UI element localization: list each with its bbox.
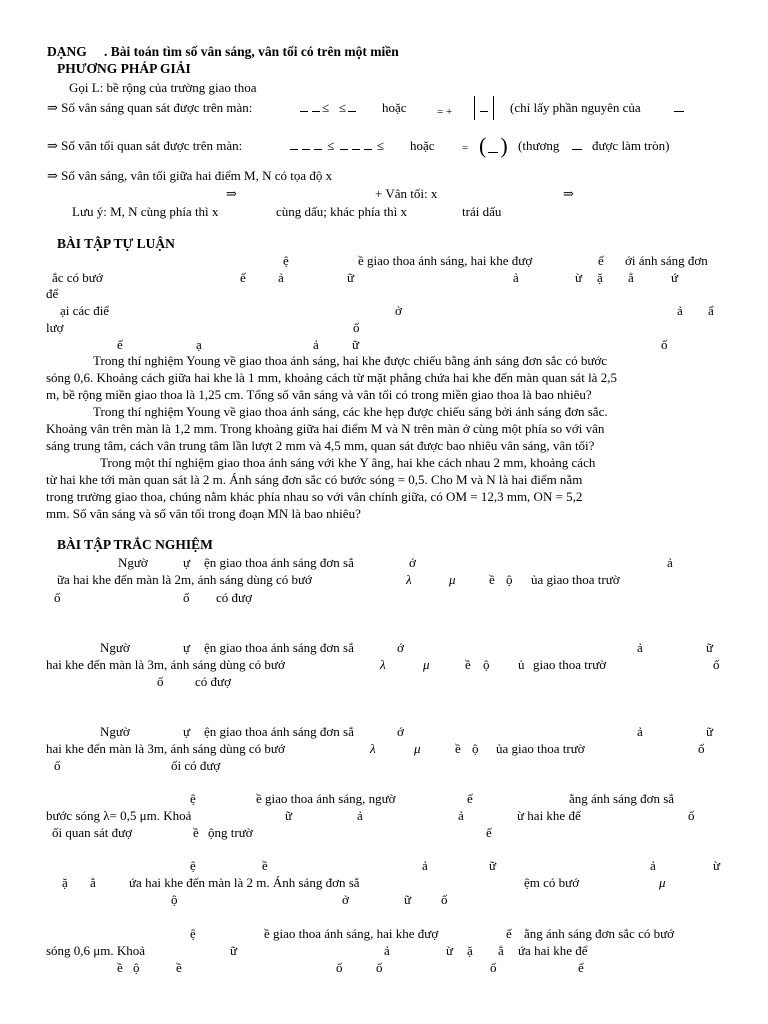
text-fragment: ừ bbox=[575, 270, 583, 285]
q3-fragment: ối có đượ bbox=[171, 758, 221, 773]
q2-fragment: ố bbox=[713, 657, 720, 672]
text-fragment: để bbox=[46, 286, 59, 301]
q4-fragment: ừ hai khe để bbox=[517, 808, 581, 823]
method-note-1: (chỉ lấy phần nguyên của bbox=[510, 100, 641, 115]
method-or-2: hoặc bbox=[410, 138, 435, 153]
text-fragment: ả bbox=[313, 337, 319, 352]
formula-bright-1: ≤ ≤ bbox=[298, 100, 358, 116]
text-fragment: ố bbox=[353, 320, 360, 335]
q2-fragment: ủ bbox=[518, 657, 525, 672]
q2-fragment: ện giao thoa ánh sáng đơn sắ bbox=[204, 640, 354, 655]
q6-fragment: ề bbox=[176, 960, 182, 975]
q5-fragment: ở bbox=[342, 892, 349, 907]
section-label: DẠNG bbox=[47, 44, 87, 59]
q4-fragment: ối quan sát đượ bbox=[52, 825, 132, 840]
text-fragment: ố bbox=[661, 337, 668, 352]
q6-fragment: ệ bbox=[190, 926, 196, 941]
q4-fragment: ố bbox=[688, 808, 695, 823]
q6-fragment: ẳ bbox=[498, 943, 504, 958]
q5-fragment: ộ bbox=[171, 892, 178, 907]
q3-fragment: ộ bbox=[472, 741, 479, 756]
q3-fragment: Ngườ bbox=[100, 724, 130, 739]
q5-fragment: ệ bbox=[190, 858, 196, 873]
formula-dark-1: ≤ ≤ bbox=[288, 138, 384, 154]
q6-fragment: ữ bbox=[230, 943, 238, 958]
q2-fragment: ộ bbox=[483, 657, 490, 672]
q3-fragment: λ bbox=[370, 741, 376, 756]
q3-fragment: ớ bbox=[397, 724, 404, 739]
text-fragment: ả bbox=[677, 303, 683, 318]
text-fragment: ắc có bướ bbox=[52, 270, 103, 285]
q6-fragment: ế bbox=[578, 960, 584, 975]
q3-fragment: hai khe đến màn là 3m, ánh sáng dùng có bướ bbox=[46, 741, 285, 756]
text-fragment: ữ bbox=[352, 337, 360, 352]
q4-fragment: ộng trườ bbox=[208, 825, 253, 840]
q1-fragment: ớ bbox=[409, 555, 416, 570]
q6-fragment: ả bbox=[384, 943, 390, 958]
section-heading-essay: BÀI TẬP TỰ LUẬN bbox=[57, 236, 175, 251]
q2-fragment: ớ bbox=[397, 640, 404, 655]
method-note-a: Lưu ý: M, N cùng phía thì x bbox=[72, 204, 219, 219]
q1-fragment: ủa giao thoa trườ bbox=[531, 572, 620, 587]
q6-fragment: ố bbox=[490, 960, 497, 975]
problem-2-line-3: sáng trung tâm, cách vân trung tâm lần lượt 2 mm và 4,5 mm, quan sát được bao nhiêu vân sáng, vân tối? bbox=[46, 438, 595, 453]
page-title: . Bài toán tìm số vân sáng, vân tối có trên một miền bbox=[104, 44, 399, 59]
text-fragment: ế bbox=[117, 337, 123, 352]
q2-fragment: có đượ bbox=[195, 674, 231, 689]
method-arrow-2: ⇒ bbox=[563, 186, 574, 201]
method-note-b: cùng dấu; khác phía thì x bbox=[276, 204, 408, 219]
q2-fragment: hai khe đến màn là 3m, ánh sáng dùng có bướ bbox=[46, 657, 285, 672]
q2-fragment: μ bbox=[423, 657, 430, 672]
q1-fragment: có đượ bbox=[216, 590, 252, 605]
q1-fragment: ề bbox=[489, 572, 495, 587]
q2-fragment: ố bbox=[157, 674, 164, 689]
q3-fragment: ện giao thoa ánh sáng đơn sắ bbox=[204, 724, 354, 739]
q2-fragment: λ bbox=[380, 657, 386, 672]
text-fragment: ề giao thoa ánh sáng, hai khe đượ bbox=[358, 253, 533, 268]
method-dark-coord: + Vân tối: x bbox=[375, 186, 438, 201]
q6-fragment: ế bbox=[506, 926, 512, 941]
q3-fragment: ố bbox=[698, 741, 705, 756]
q2-fragment: Ngườ bbox=[100, 640, 130, 655]
text-fragment: ệ bbox=[283, 253, 289, 268]
method-note-c: trái dấu bbox=[462, 204, 502, 219]
text-fragment: ả bbox=[278, 270, 284, 285]
q1-fragment: ố bbox=[54, 590, 61, 605]
q3-fragment: ố bbox=[54, 758, 61, 773]
problem-3-line-4: mm. Số vân sáng và số vân tối trong đoạn MN là bao nhiêu? bbox=[46, 506, 361, 521]
q6-fragment: sóng 0,6 μm. Khoả bbox=[46, 943, 146, 958]
q5-fragment: ố bbox=[441, 892, 448, 907]
q4-fragment: ế bbox=[467, 791, 473, 806]
q4-fragment: ề bbox=[193, 825, 199, 840]
formula-blank-2 bbox=[570, 138, 584, 154]
q6-fragment: ặ bbox=[467, 943, 473, 958]
q6-fragment: ừ bbox=[446, 943, 454, 958]
q3-fragment: ự bbox=[183, 724, 191, 739]
q1-fragment: ộ bbox=[506, 572, 513, 587]
q4-fragment: bước sóng λ= 0,5 μm. Khoả bbox=[46, 808, 192, 823]
q1-fragment: Ngườ bbox=[118, 555, 148, 570]
method-heading: PHƯƠNG PHÁP GIẢI bbox=[57, 61, 191, 76]
q6-fragment: ề giao thoa ánh sáng, hai khe đượ bbox=[264, 926, 439, 941]
formula-blank bbox=[672, 100, 686, 116]
text-fragment: ạ bbox=[196, 337, 202, 352]
q6-fragment: ề bbox=[117, 960, 123, 975]
q4-fragment: ữ bbox=[285, 808, 293, 823]
q5-fragment: ả bbox=[422, 858, 428, 873]
problem-2-line-2: Khoảng vân trên màn là 1,2 mm. Trong khoảng giữa hai điểm M và N trên màn ở cùng một phía so với vân bbox=[46, 421, 605, 436]
q4-fragment: ế bbox=[486, 825, 492, 840]
q4-fragment: ằng ánh sáng đơn sắ bbox=[569, 791, 675, 806]
q5-fragment: ặ bbox=[62, 875, 68, 890]
q3-fragment: ề bbox=[455, 741, 461, 756]
q6-fragment: ố bbox=[376, 960, 383, 975]
q5-fragment: ữ bbox=[489, 858, 497, 873]
formula-fraction-1 bbox=[478, 100, 490, 116]
method-arrow-1: ⇒ bbox=[226, 186, 237, 201]
q3-fragment: ủa giao thoa trườ bbox=[496, 741, 585, 756]
q1-fragment: ả bbox=[667, 555, 673, 570]
method-note-2: (thương bbox=[518, 138, 560, 153]
problem-2-line-1: Trong thí nghiệm Young về giao thoa ánh sáng, các khe hẹp được chiếu sáng bởi ánh sáng đơn sắc. bbox=[93, 404, 608, 419]
q5-fragment: ừ bbox=[713, 858, 721, 873]
text-fragment: ế bbox=[598, 253, 604, 268]
method-line-4: ⇒ Số vân sáng, vân tối giữa hai điểm M, N có tọa độ x bbox=[47, 168, 333, 183]
q2-fragment: ề bbox=[465, 657, 471, 672]
problem-3-line-2: từ hai khe tới màn quan sát là 2 m. Ánh sáng đơn sắc có bước sóng = 0,5. Cho M và N là hai điểm nằm bbox=[46, 472, 583, 487]
text-fragment: ế bbox=[240, 270, 246, 285]
q1-fragment: ện giao thoa ánh sáng đơn sắ bbox=[204, 555, 354, 570]
text-fragment: ả bbox=[513, 270, 519, 285]
q5-fragment: ệm có bướ bbox=[524, 875, 580, 890]
problem-3-line-3: trong trường giao thoa, chúng nằm khác phía nhau so với vân chính giữa, có OM = 12,3 mm, ON = 5,2 bbox=[46, 489, 583, 504]
q6-fragment: ứa hai khe để bbox=[518, 943, 588, 958]
q6-fragment: ộ bbox=[133, 960, 140, 975]
formula-equals-1: = + bbox=[437, 106, 453, 118]
text-fragment: ữ bbox=[347, 270, 355, 285]
text-fragment: ặ bbox=[597, 270, 603, 285]
q6-fragment: ằng ánh sáng đơn sắc có bướ bbox=[524, 926, 675, 941]
q5-fragment: ề bbox=[262, 858, 268, 873]
formula-equals-2: = bbox=[462, 142, 469, 154]
text-fragment: ứ bbox=[671, 270, 679, 285]
q4-fragment: ả bbox=[357, 808, 363, 823]
q4-fragment: ề giao thoa ánh sáng, ngườ bbox=[256, 791, 396, 806]
method-line-1: Gọi L: bề rộng của trường giao thoa bbox=[69, 80, 257, 95]
q2-fragment: ả bbox=[637, 640, 643, 655]
formula-paren: ( ) bbox=[479, 133, 508, 158]
method-line-2: ⇒ Số vân sáng quan sát được trên màn: bbox=[47, 100, 253, 115]
q1-fragment: μ bbox=[449, 572, 456, 587]
text-fragment: ới ánh sáng đơn bbox=[625, 253, 708, 268]
q4-fragment: ệ bbox=[190, 791, 196, 806]
problem-3-line-1: Trong một thí nghiệm giao thoa ánh sáng với khe Y âng, hai khe cách nhau 2 mm, khoảng cách bbox=[100, 455, 596, 470]
method-or-1: hoặc bbox=[382, 100, 407, 115]
problem-1-line-1: Trong thí nghiệm Young về giao thoa ánh sáng, hai khe được chiếu bằng ánh sáng đơn sắc có bước bbox=[93, 353, 608, 368]
q5-fragment: ữ bbox=[404, 892, 412, 907]
q6-fragment: ố bbox=[336, 960, 343, 975]
text-fragment: ại các điể bbox=[60, 303, 110, 318]
text-fragment: ẳ bbox=[628, 270, 634, 285]
method-line-3: ⇒ Số vân tối quan sát được trên màn: bbox=[47, 138, 243, 153]
q2-fragment: ự bbox=[183, 640, 191, 655]
q4-fragment: ả bbox=[458, 808, 464, 823]
q5-fragment: ứa hai khe đến màn là 2 m. Ánh sáng đơn sắ bbox=[129, 875, 360, 890]
text-fragment: ở bbox=[395, 303, 402, 318]
q2-fragment: ữ bbox=[706, 640, 714, 655]
problem-1-line-2: sóng 0,6. Khoảng cách giữa hai khe là 1 mm, khoảng cách từ mặt phẳng chứa hai khe đến màn quan sát là 2,5 bbox=[46, 370, 617, 385]
method-note-2b: được làm tròn) bbox=[592, 138, 670, 153]
q2-fragment: giao thoa trườ bbox=[533, 657, 607, 672]
q1-fragment: ự bbox=[183, 555, 191, 570]
q3-fragment: ả bbox=[637, 724, 643, 739]
problem-1-line-3: m, bề rộng miền giao thoa là 1,25 cm. Tổng số vân sáng và vân tối có trong miền giao thoa là bao nhiêu? bbox=[46, 387, 592, 402]
text-fragment: lượ bbox=[46, 320, 64, 335]
q5-fragment: μ bbox=[659, 875, 666, 890]
section-heading-mcq: BÀI TẬP TRẮC NGHIỆM bbox=[57, 537, 213, 552]
q1-fragment: ữa hai khe đến màn là 2m, ánh sáng dùng có bướ bbox=[57, 572, 312, 587]
q1-fragment: λ bbox=[406, 572, 412, 587]
q1-fragment: ố bbox=[183, 590, 190, 605]
q3-fragment: μ bbox=[414, 741, 421, 756]
q5-fragment: ả bbox=[650, 858, 656, 873]
q5-fragment: ẳ bbox=[90, 875, 96, 890]
q3-fragment: ữ bbox=[706, 724, 714, 739]
text-fragment: ẩ bbox=[708, 303, 714, 318]
